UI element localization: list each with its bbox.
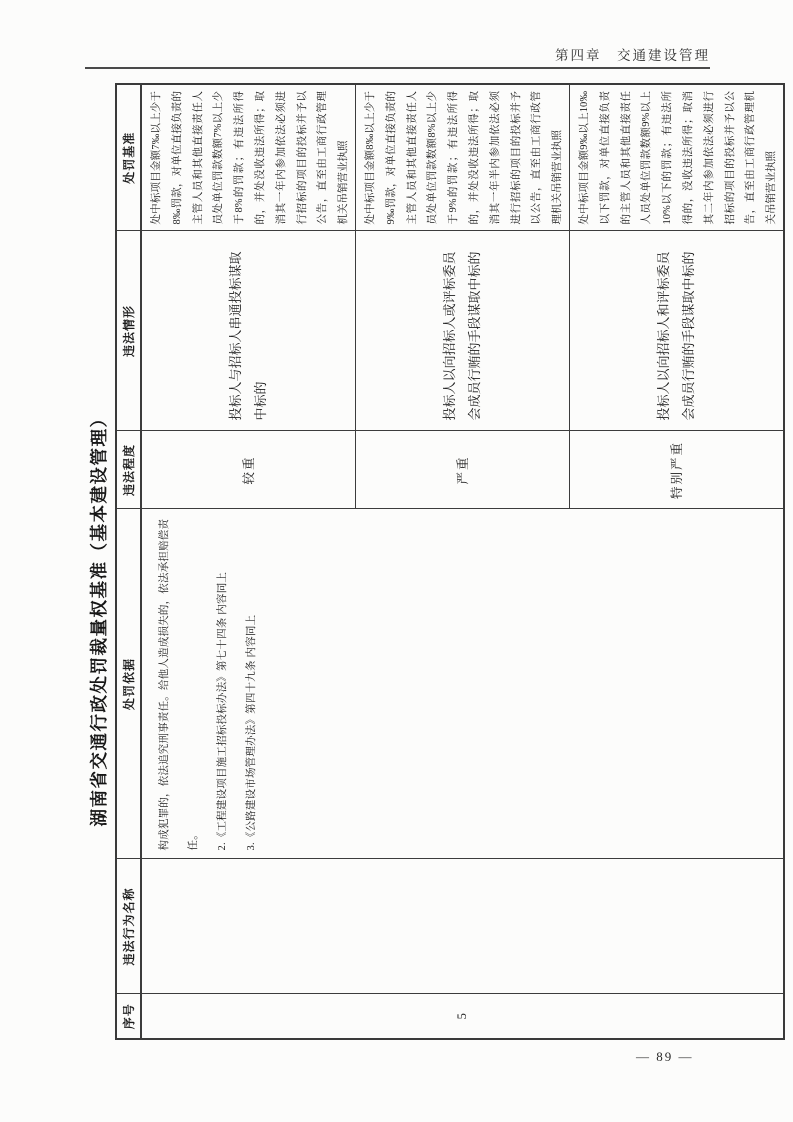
chapter-header: 第四章 交通建设管理: [555, 48, 710, 63]
serial-number-cell: 5: [141, 994, 784, 1039]
benchmark-cell-tier-3: 处中标项目金额9‰以上10‰以下罚款，对单位直接负责的主管人员和其他直接责任人员处单位罚款数额9%以上10%以下的罚款；有违法所得的，没收违法所得；取消其二年内参加依法必须进行招标的项目的投标并予以公告，直至由工商行政管理机关吊销营业执照: [569, 84, 783, 231]
table-title: 湖南省交通行政处罚裁量权基准（基本建设管理）: [89, 408, 109, 827]
penalty-benchmark-table: [115, 83, 785, 1040]
situation-cell-tier-1: 投标人与招标人串通投标谋取中标的: [141, 231, 355, 431]
page-number: — 89 —: [636, 1049, 694, 1064]
column-header-violation-name: 违法行为名称: [116, 859, 141, 994]
column-header-serial: 序号: [116, 994, 141, 1039]
table-header-row: [116, 84, 141, 1039]
column-header-penalty-basis: 处罚依据: [116, 509, 141, 859]
degree-cell-tier-2: 严重: [355, 431, 569, 509]
header-rule-divider: [85, 67, 710, 69]
column-header-violation-degree: 违法程度: [116, 431, 141, 509]
penalty-basis-line: 构成犯罪的，依法追究刑事责任。给他人造成损失的，依法承担赔偿责任。: [159, 518, 199, 851]
penalty-basis-line: 2.《工程建设项目施工招标投标办法》第七十四条 内容同上: [217, 571, 228, 851]
situation-cell-tier-3: 投标人以向招标人和评标委员会成员行贿的手段谋取中标的: [569, 231, 783, 431]
column-header-violation-situation: 违法情形: [116, 231, 141, 431]
violation-name-cell: [141, 859, 784, 994]
rotated-table-block: [86, 85, 778, 1040]
situation-cell-tier-2: 投标人以向招标人或评标委员会成员行贿的手段谋取中标的: [355, 231, 569, 431]
degree-cell-tier-1: 较重: [141, 431, 355, 509]
column-header-penalty-benchmark: 处罚基准: [116, 84, 141, 231]
benchmark-cell-tier-2: 处中标项目金额8‰以上少于9‰罚款，对单位直接负责的主管人员和其他直接责任人员处单位罚款数额8%以上少于9%的罚款；有违法所得的，并处没收违法所得；取消其一年半内参加依法必须进行招标的项目的投标并予以公告，直至由工商行政管理机关吊销营业执照: [355, 84, 569, 231]
penalty-basis-cell: [141, 509, 784, 859]
table-row-tier-1: [141, 84, 355, 1039]
benchmark-cell-tier-1: 处中标项目金额7‰以上少于8‰罚款，对单位直接负责的主管人员和其他直接责任人员处单位罚款数额7%以上少于8%的罚款；有违法所得的，并处没收违法所得；取消其一年内参加依法必须进行招标的项目的投标并予以公告，直至由工商行政管理机关吊销营业执照: [141, 84, 355, 231]
penalty-basis-line: 3.《公路建设市场管理办法》第四十九条 内容同上: [246, 614, 257, 851]
degree-cell-tier-3: 特别严重: [569, 431, 783, 509]
